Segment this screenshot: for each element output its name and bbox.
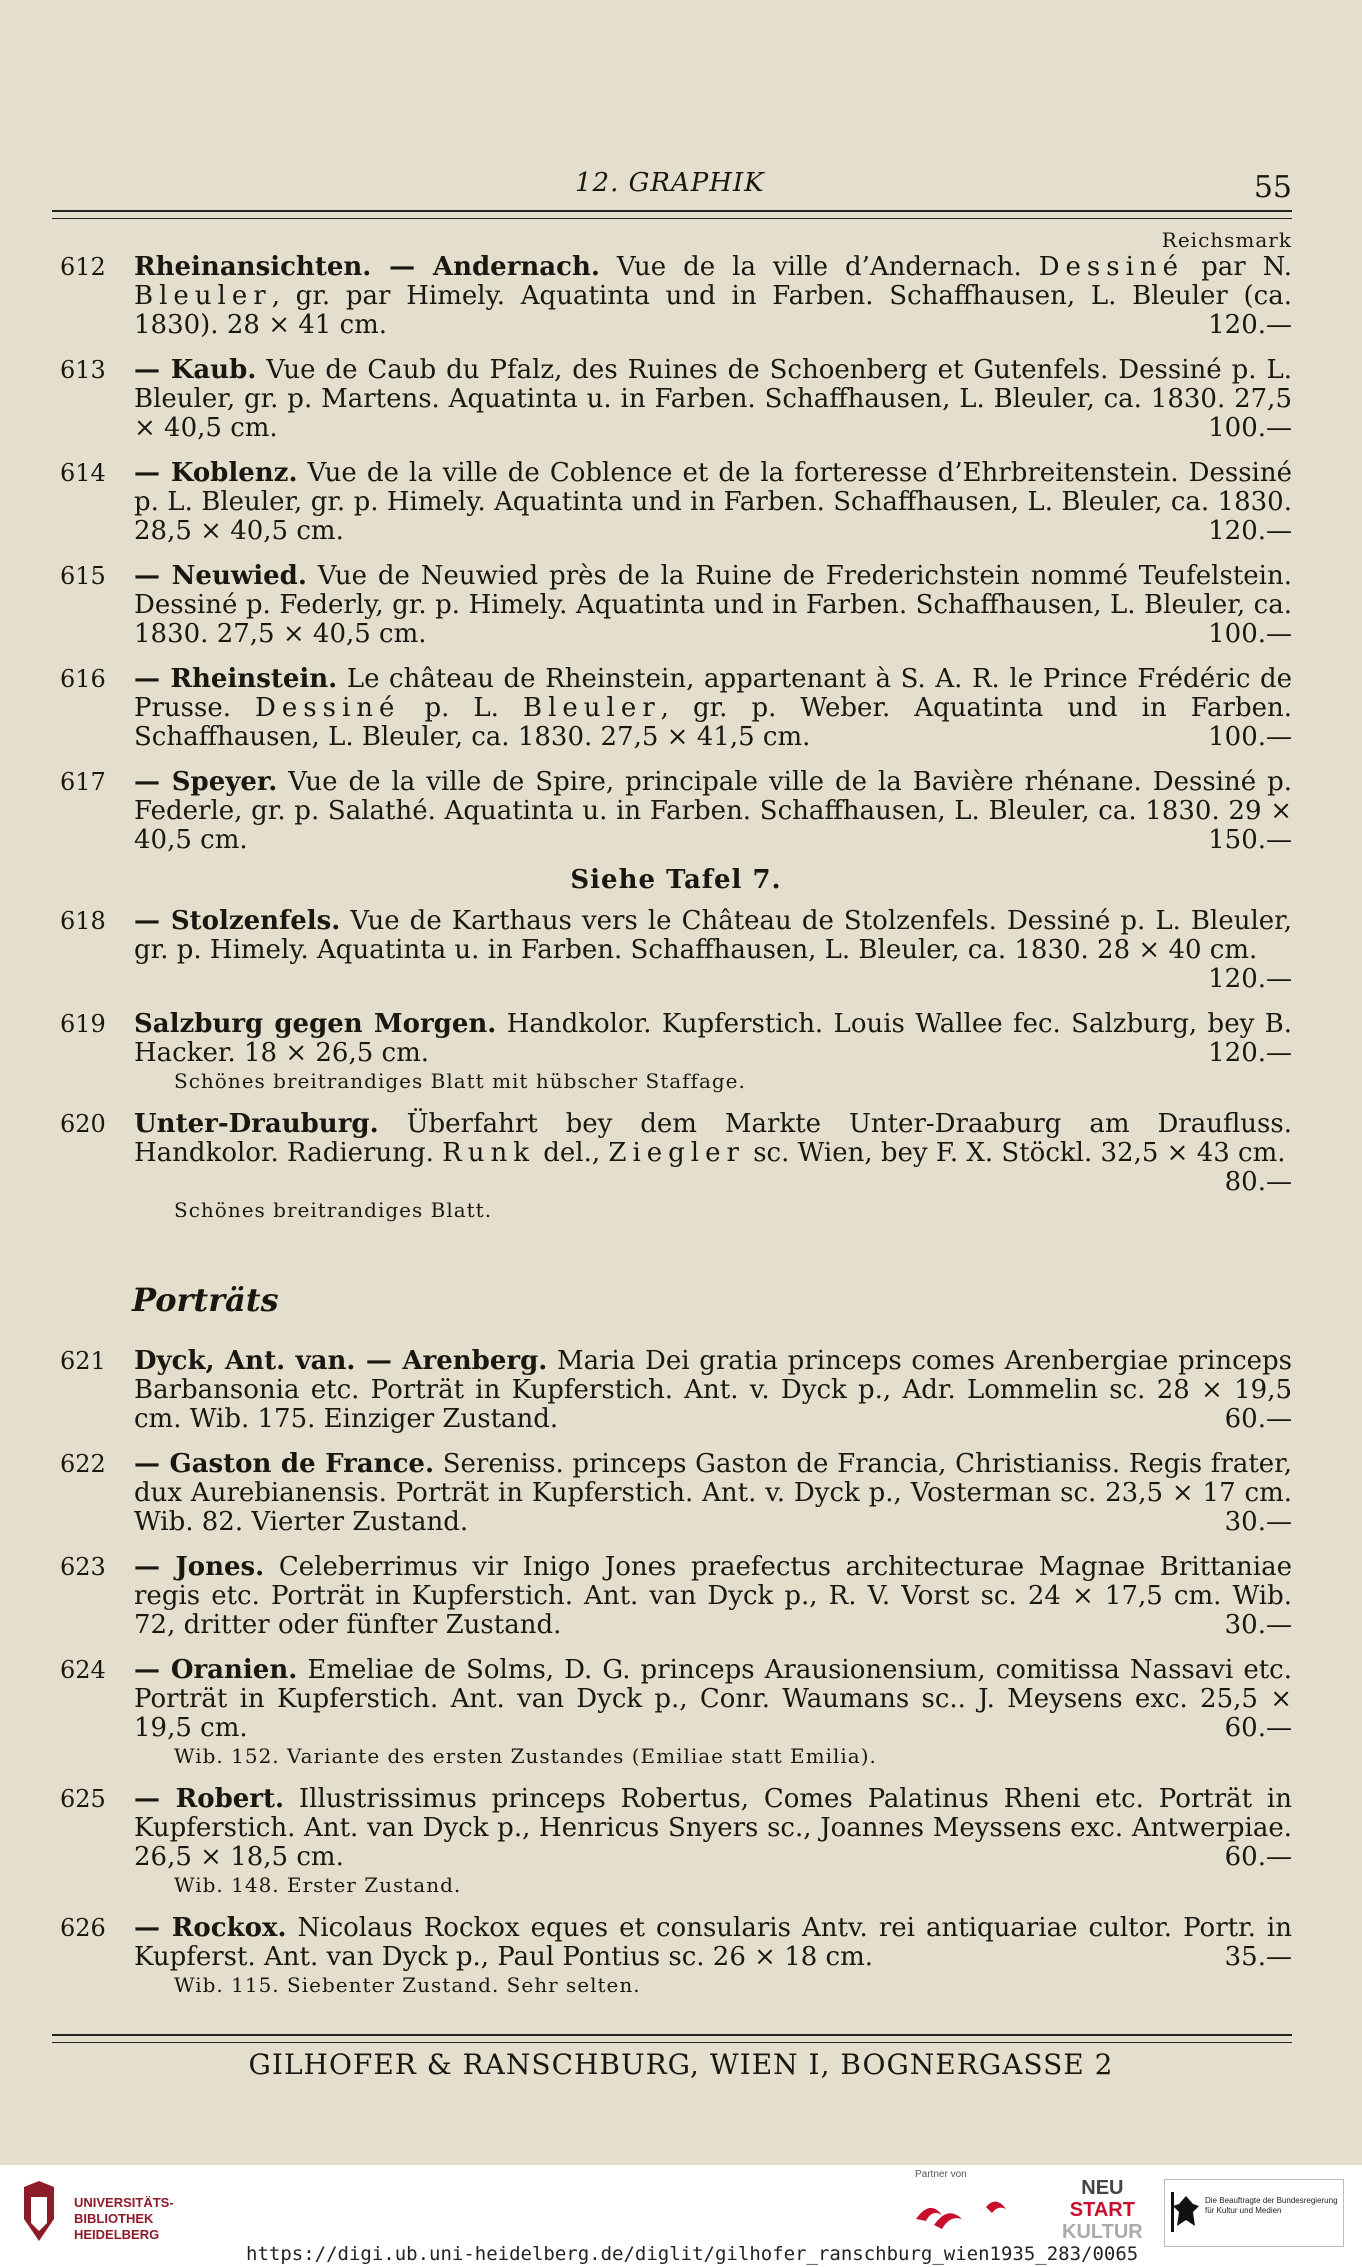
entry-text: , gr. par Himely. Aquatinta und in Farben. Schaffhausen, L. Bleuler (ca. 1830). 28 × 41 cm. bbox=[134, 281, 1292, 340]
permalink-url[interactable]: https://digi.ub.uni-heidelberg.de/diglit/gilhofer_ranschburg_wien1935_283/0065 bbox=[246, 2243, 1139, 2265]
entry-text: par N. bbox=[1184, 252, 1292, 282]
entry-heading: — Rheinstein. bbox=[134, 664, 338, 694]
entry-price: 120.— bbox=[1208, 310, 1292, 340]
entry-heading: Rheinansichten. — Andernach. bbox=[134, 252, 600, 282]
entry-number: 620 bbox=[60, 1110, 106, 1138]
entry-text: Emeliae de Solms, D. G. princeps Arausionensium, comitissa Nassavi etc. Porträt in Kupferstich. Ant. van Dyck p., Conr. Waumans sc.. J. Meysens exc. 25,5 × 19,5 cm. bbox=[134, 1655, 1292, 1743]
entry-text: p. L. bbox=[400, 693, 523, 723]
page-number: 55 bbox=[1253, 170, 1292, 205]
entry-number: 625 bbox=[60, 1785, 106, 1813]
entry-text: Überfahrt bey dem Markte Unter-Draaburg am Draufluss. Handkolor. Radierung. bbox=[134, 1109, 1292, 1168]
entry-number: 616 bbox=[60, 665, 106, 693]
catalog-entry bbox=[60, 1785, 1292, 1898]
federal-commissioner-text bbox=[1205, 2196, 1338, 2216]
catalog-entry bbox=[60, 1553, 1292, 1640]
entry-price: 120.— bbox=[1208, 516, 1292, 546]
catalog-entry bbox=[60, 768, 1292, 855]
spaced-name: Dessiné bbox=[255, 693, 401, 723]
entry-heading: — Gaston de France. bbox=[134, 1449, 434, 1479]
entry-number: 624 bbox=[60, 1656, 106, 1684]
entry-text: Vue de Caub du Pfalz, des Ruines de Schoenberg et Gutenfels. Dessiné p. L. Bleuler, gr. p. Martens. Aquatinta u. in Farben. Schaffhausen, L. Bleuler, ca. 1830. 27,5 × 40,5 cm. bbox=[134, 355, 1292, 443]
catalog-entry bbox=[60, 1914, 1292, 1998]
entry-number: 623 bbox=[60, 1553, 106, 1581]
catalog-entry bbox=[60, 1656, 1292, 1769]
catalog-entry bbox=[60, 1010, 1292, 1094]
federal-eagle-icon bbox=[1171, 2192, 1201, 2232]
entry-note: Wib. 115. Siebenter Zustand. Sehr selten. bbox=[174, 1973, 641, 1997]
entry-heading: — Stolzenfels. bbox=[134, 906, 341, 936]
header-rule bbox=[52, 210, 1292, 219]
section-title: Porträts bbox=[132, 1281, 279, 1319]
entry-text: Celeberrimus vir Inigo Jones praefectus architecturae Magnae Brittaniae regis etc. Porträt in Kupferstich. Ant. van Dyck p., R. V. Vorst sc. 24 × 17,5 cm. Wib. 72, dritter oder fünfter Zustand. bbox=[134, 1552, 1292, 1640]
bund-line-2: für Kultur und Medien bbox=[1205, 2206, 1282, 2215]
catalog-entry bbox=[60, 356, 1292, 443]
running-header bbox=[0, 168, 1362, 208]
entry-price: 80.— bbox=[1224, 1167, 1292, 1197]
catalog-entry bbox=[60, 1450, 1292, 1537]
entry-text: Vue de la ville de Spire, principale ville de la Bavière rhénane. Dessiné p. Federle, gr. p. Salathé. Aquatinta u. in Farben. Schaffhausen, L. Bleuler, ca. 1830. 29 × 40,5 cm. bbox=[134, 767, 1292, 855]
catalog-entry bbox=[60, 665, 1292, 752]
catalog-entry bbox=[60, 459, 1292, 546]
spaced-name: Runk bbox=[442, 1138, 535, 1168]
catalog-entry bbox=[60, 1347, 1292, 1434]
catalog-entries bbox=[60, 253, 1292, 2014]
entry-text: Vue de Karthaus vers le Château de Stolzenfels. Dessiné p. L. Bleuler, gr. p. Himely. Aquatinta u. in Farben. Schaffhausen, L. Bleuler, ca. 1830. 28 × 40 cm. bbox=[134, 906, 1292, 965]
bund-line-1: Die Beauftragte der Bundesregierung bbox=[1205, 2196, 1338, 2205]
partner-logo-icon bbox=[912, 2185, 1022, 2235]
ub-line-3: HEIDELBERG bbox=[74, 2227, 160, 2242]
entry-heading: Dyck, Ant. van. — Arenberg. bbox=[134, 1346, 548, 1376]
entry-note: Wib. 152. Variante des ersten Zustandes (Emiliae statt Emilia). bbox=[174, 1744, 877, 1768]
neustart-kultur-logo bbox=[1062, 2177, 1143, 2243]
entry-number: 614 bbox=[60, 459, 106, 487]
spaced-name: Dessiné bbox=[1038, 252, 1185, 282]
chapter-title: 12. GRAPHIK bbox=[575, 168, 765, 198]
viewer-footer-bar bbox=[0, 2165, 1362, 2267]
currency-label: Reichsmark bbox=[1161, 228, 1292, 252]
kultur-label: KULTUR bbox=[1062, 2221, 1143, 2243]
catalog-entry bbox=[60, 1110, 1292, 1223]
partner-label: Partner von bbox=[915, 2169, 967, 2180]
university-library-name bbox=[74, 2195, 174, 2243]
entry-number: 613 bbox=[60, 356, 106, 384]
entry-heading: — Oranien. bbox=[134, 1655, 298, 1685]
entry-note: Schönes breitrandiges Blatt mit hübscher Staffage. bbox=[174, 1069, 746, 1093]
entry-text: , gr. p. Weber. Aquatinta und in Farben. Schaffhausen, L. Bleuler, ca. 1830. 27,5 × 41,5 cm. bbox=[134, 693, 1292, 752]
entry-text: Handkolor. Kupferstich. Louis Wallee fec. Salzburg, bey B. Hacker. 18 × 26,5 cm. bbox=[134, 1009, 1292, 1068]
catalog-entry bbox=[60, 562, 1292, 649]
entry-price: 35.— bbox=[1224, 1942, 1292, 1972]
entry-heading: — Speyer. bbox=[134, 767, 278, 797]
entry-price: 60.— bbox=[1224, 1842, 1292, 1872]
entry-text: Vue de la ville de Coblence et de la forteresse d’Ehrbreitenstein. Dessiné p. L. Bleuler, gr. p. Himely. Aquatinta und in Farben. Schaffhausen, L. Bleuler, ca. 1830. 28,5 × 40,5 cm. bbox=[134, 458, 1292, 546]
spaced-name: Bleuler bbox=[522, 693, 661, 723]
entry-number: 622 bbox=[60, 1450, 106, 1478]
entry-heading: — Rockox. bbox=[134, 1913, 287, 1943]
entry-heading: — Robert. bbox=[134, 1784, 285, 1814]
catalog-entry bbox=[60, 253, 1292, 340]
entry-note: Schönes breitrandiges Blatt. bbox=[174, 1198, 493, 1222]
portrait-entries bbox=[60, 1347, 1292, 1998]
entry-heading: Unter-Drauburg. bbox=[134, 1109, 379, 1139]
entry-heading: — Neuwied. bbox=[134, 561, 307, 591]
entry-text: Le château de Rheinstein, appartenant à S. A. R. le Prince Frédéric de Prusse. bbox=[134, 664, 1293, 723]
entry-text: del., bbox=[534, 1138, 609, 1168]
entry-heading: — Koblenz. bbox=[134, 458, 298, 488]
spaced-name: Bleuler bbox=[134, 281, 272, 311]
entry-number: 619 bbox=[60, 1010, 106, 1038]
entry-price: 120.— bbox=[1208, 1038, 1292, 1068]
landscape-entries bbox=[60, 253, 1292, 1223]
entry-number: 618 bbox=[60, 907, 106, 935]
entry-heading: Salzburg gegen Morgen. bbox=[134, 1009, 497, 1039]
ub-line-2: BIBLIOTHEK bbox=[74, 2211, 154, 2226]
entry-heading: — Kaub. bbox=[134, 355, 257, 385]
entry-text: sc. Wien, bey F. X. Stöckl. 32,5 × 43 cm. bbox=[744, 1138, 1286, 1168]
entry-number: 615 bbox=[60, 562, 106, 590]
footer-rule bbox=[52, 2034, 1292, 2043]
entry-text: Vue de Neuwied près de la Ruine de Frederichstein nommé Teufelstein. Dessiné p. Federly, gr. p. Himely. Aquatinta und in Farben. Schaffhausen, L. Bleuler, ca. 1830. 27,5 × 40,5 cm. bbox=[134, 561, 1293, 649]
entry-text: Vue de la ville d’Andernach. bbox=[599, 252, 1039, 282]
plate-reference: Siehe Tafel 7. bbox=[570, 865, 782, 895]
entry-price: 60.— bbox=[1224, 1404, 1292, 1434]
start-label: START bbox=[1069, 2199, 1135, 2221]
entry-price: 150.— bbox=[1208, 825, 1292, 855]
entry-number: 621 bbox=[60, 1347, 106, 1375]
entry-price: 60.— bbox=[1224, 1713, 1292, 1743]
publisher-footer: GILHOFER & RANSCHBURG, WIEN I, BOGNERGASSE 2 bbox=[248, 2048, 1114, 2081]
federal-commissioner-logo bbox=[1164, 2179, 1344, 2247]
entry-price: 30.— bbox=[1224, 1610, 1292, 1640]
catalog-entry bbox=[60, 907, 1292, 994]
entry-number: 617 bbox=[60, 768, 106, 796]
entry-number: 626 bbox=[60, 1914, 106, 1942]
entry-heading: — Jones. bbox=[134, 1552, 265, 1582]
entry-note: Wib. 148. Erster Zustand. bbox=[174, 1873, 462, 1897]
neu-label: NEU bbox=[1081, 2177, 1124, 2199]
entry-text: Illustrissimus princeps Robertus, Comes Palatinus Rheni etc. Porträt in Kupferstich. Ant. van Dyck p., Henricus Snyers sc., Joannes Meyssens exc. Antwerpiae. 26,5 × 18,5 cm. bbox=[134, 1784, 1292, 1872]
university-library-logo-icon bbox=[14, 2179, 64, 2243]
entry-price: 120.— bbox=[1208, 964, 1292, 994]
entry-price: 30.— bbox=[1224, 1507, 1292, 1537]
entry-price: 100.— bbox=[1208, 722, 1292, 752]
entry-text: Maria Dei gratia princeps comes Arenbergiae princeps Barbansonia etc. Porträt in Kupferstich. Ant. v. Dyck p., Adr. Lommelin sc. 28 × 19,5 cm. Wib. 175. Einziger Zustand. bbox=[134, 1346, 1293, 1434]
entry-price: 100.— bbox=[1208, 413, 1292, 443]
entry-price: 100.— bbox=[1208, 619, 1292, 649]
entry-text: Sereniss. princeps Gaston de Francia, Christianiss. Regis frater, dux Aurebianensis. Porträt in Kupferstich. Ant. v. Dyck p., Vosterman sc. 23,5 × 17 cm. Wib. 82. Vierter Zustand. bbox=[134, 1449, 1293, 1537]
entry-text: Nicolaus Rockox eques et consularis Antv. rei antiquariae cultor. Portr. in Kupferst. Ant. van Dyck p., Paul Pontius sc. 26 × 18 cm. bbox=[134, 1913, 1292, 1972]
ub-line-1: UNIVERSITÄTS- bbox=[74, 2195, 174, 2210]
spaced-name: Ziegler bbox=[608, 1138, 745, 1168]
entry-number: 612 bbox=[60, 253, 106, 281]
